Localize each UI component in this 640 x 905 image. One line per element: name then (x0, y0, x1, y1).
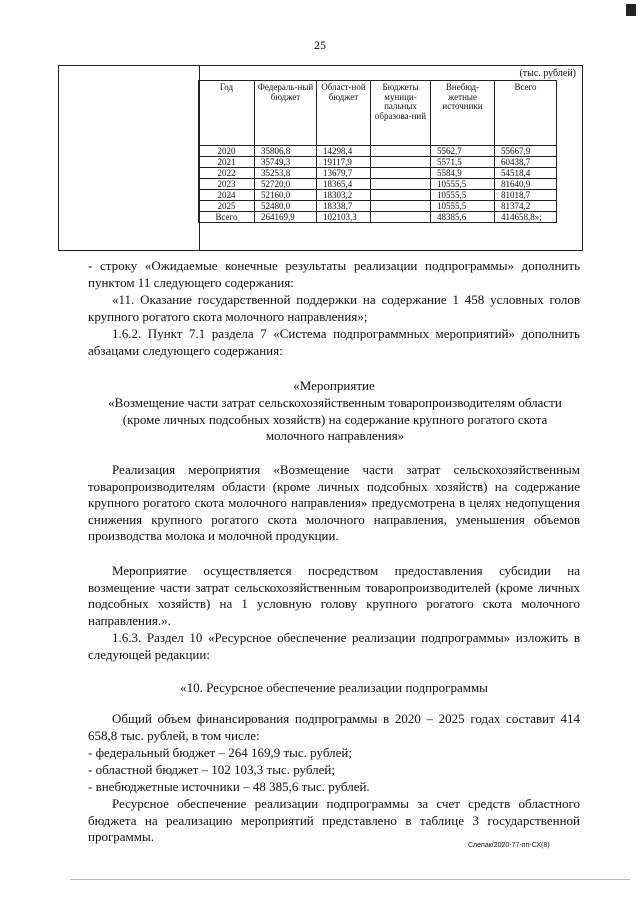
cell-extrabudget: 5571,5 (431, 157, 495, 168)
cell-year: 2022 (199, 168, 255, 179)
header-year: Год (199, 81, 255, 146)
footer-doc-code: Слепак/2020-77-пп-СХ(8) (468, 842, 550, 849)
cell-municipal (371, 157, 431, 168)
cell-total: 55667,9 (495, 146, 557, 157)
table-total-row (199, 212, 557, 223)
header-extrabudget: Внебюд-жетные источники (431, 81, 495, 146)
table-row (199, 168, 557, 179)
table-row (199, 190, 557, 201)
cell-year: 2023 (199, 179, 255, 190)
cell-total: 81640,9 (495, 179, 557, 190)
cell-regional: 14298,4 (317, 146, 371, 157)
cell-year: 2025 (199, 201, 255, 212)
list-item-extrabudget: - внебюджетные источники – 48 385,6 тыс. рублей. (88, 779, 370, 794)
financing-table (198, 80, 557, 223)
paragraph-item-11: «11. Оказание государственной поддержки на содержание 1 458 условных голов крупного рогатого скота молочного направления»; (88, 292, 580, 324)
cell-regional: 18365,4 (317, 179, 371, 190)
table-row (199, 179, 557, 190)
cell-extrabudget: 5562,7 (431, 146, 495, 157)
list-item-federal: - федеральный бюджет – 264 169,9 тыс. рублей; (88, 745, 352, 760)
cell-federal: 35806,8 (255, 146, 317, 157)
cell-regional: 13679,7 (317, 168, 371, 179)
table-row (199, 157, 557, 168)
cell-municipal (371, 212, 431, 223)
cell-total: 60438,7 (495, 157, 557, 168)
table-row (199, 201, 557, 212)
paragraph-implementation: Реализация мероприятия «Возмещение части затрат сельскохозяйственным товаропроизводителям области (кроме личных подсобных хозяйств) на содержание крупного рогатого скота молочного направления» предусмотрена в целях недопущения снижения крупного рогатого скота молочного направления, уменьшения объемов производства молока и молочной продукции. (88, 462, 580, 543)
cell-year: 2024 (199, 190, 255, 201)
paragraph-1-6-2: 1.6.2. Пункт 7.1 раздела 7 «Система подпрограммных мероприятий» дополнить абзацами следующего содержания: (88, 326, 580, 358)
table-units: (тыс. рублей) (519, 68, 576, 79)
header-federal: Федераль-ный бюджет (255, 81, 317, 146)
paragraph-subsidy: Мероприятие осуществляется посредством предоставления субсидии на возмещение части затрат сельскохозяйственным товаропроизводителей (кроме личных подсобных хозяйств) на 1 условную голову крупного рогатого скота молочного направления.». (88, 563, 580, 628)
scan-edge (70, 879, 630, 880)
cell-federal: 52720,0 (255, 179, 317, 190)
cell-federal: 35253,8 (255, 168, 317, 179)
header-total: Всего (495, 81, 557, 146)
paragraph-total-financing: Общий объем финансирования подпрограммы в 2020 – 2025 годах составит 414 658,8 тыс. рублей, в том числе: (88, 711, 580, 743)
cell-total: 81018,7 (495, 190, 557, 201)
table-header-row (199, 81, 557, 146)
cell-extrabudget: 48385,6 (431, 212, 495, 223)
heading-measure: «Мероприятие (293, 378, 375, 393)
cell-federal: 52160,0 (255, 190, 317, 201)
cell-regional: 19117,9 (317, 157, 371, 168)
heading-measure-title: «Возмещение части затрат сельскохозяйственным товаропроизводителям области (кроме личных подсобных хозяйств) на содержание крупного рогатого скота молочного направления» (108, 395, 562, 443)
cell-regional: 102103,3 (317, 212, 371, 223)
cell-federal: 35749,3 (255, 157, 317, 168)
cell-extrabudget: 10555,5 (431, 179, 495, 190)
cell-municipal (371, 179, 431, 190)
cell-federal: 264169,9 (255, 212, 317, 223)
cell-municipal (371, 146, 431, 157)
cell-total: 414658,8»; (495, 212, 557, 223)
cell-total: 81374,2 (495, 201, 557, 212)
cell-extrabudget: 10555,5 (431, 201, 495, 212)
cell-federal: 52480,0 (255, 201, 317, 212)
cell-municipal (371, 201, 431, 212)
paragraph-expected-results: - строку «Ожидаемые конечные результаты реализации подпрограммы» дополнить пунктом 11 следующего содержания: (88, 258, 580, 290)
list-item-regional: - областной бюджет – 102 103,3 тыс. рублей; (88, 762, 335, 777)
header-regional: Област-ной бюджет (317, 81, 371, 146)
cell-year: Всего (199, 212, 255, 223)
paragraph-resources: Ресурсное обеспечение реализации подпрограммы за счет средств областного бюджета на реализацию мероприятий представлено в таблице 3 государственной программы. (88, 796, 580, 844)
cell-year: 2021 (199, 157, 255, 168)
table-row (199, 146, 557, 157)
cell-year: 2020 (199, 146, 255, 157)
cell-municipal (371, 190, 431, 201)
header-municipal: Бюджеты муници-пальных образова-ний (371, 81, 431, 146)
cell-extrabudget: 5584,9 (431, 168, 495, 179)
heading-section-10: «10. Ресурсное обеспечение реализации подпрограммы (180, 680, 488, 695)
scan-mark (626, 4, 636, 16)
paragraph-1-6-3: 1.6.3. Раздел 10 «Ресурсное обеспечение реализации подпрограммы» изложить в следующей редакции: (88, 630, 580, 662)
cell-total: 54518,4 (495, 168, 557, 179)
cell-regional: 18338,7 (317, 201, 371, 212)
cell-municipal (371, 168, 431, 179)
cell-regional: 18303,2 (317, 190, 371, 201)
page-number: 25 (314, 38, 326, 52)
cell-extrabudget: 10555,5 (431, 190, 495, 201)
